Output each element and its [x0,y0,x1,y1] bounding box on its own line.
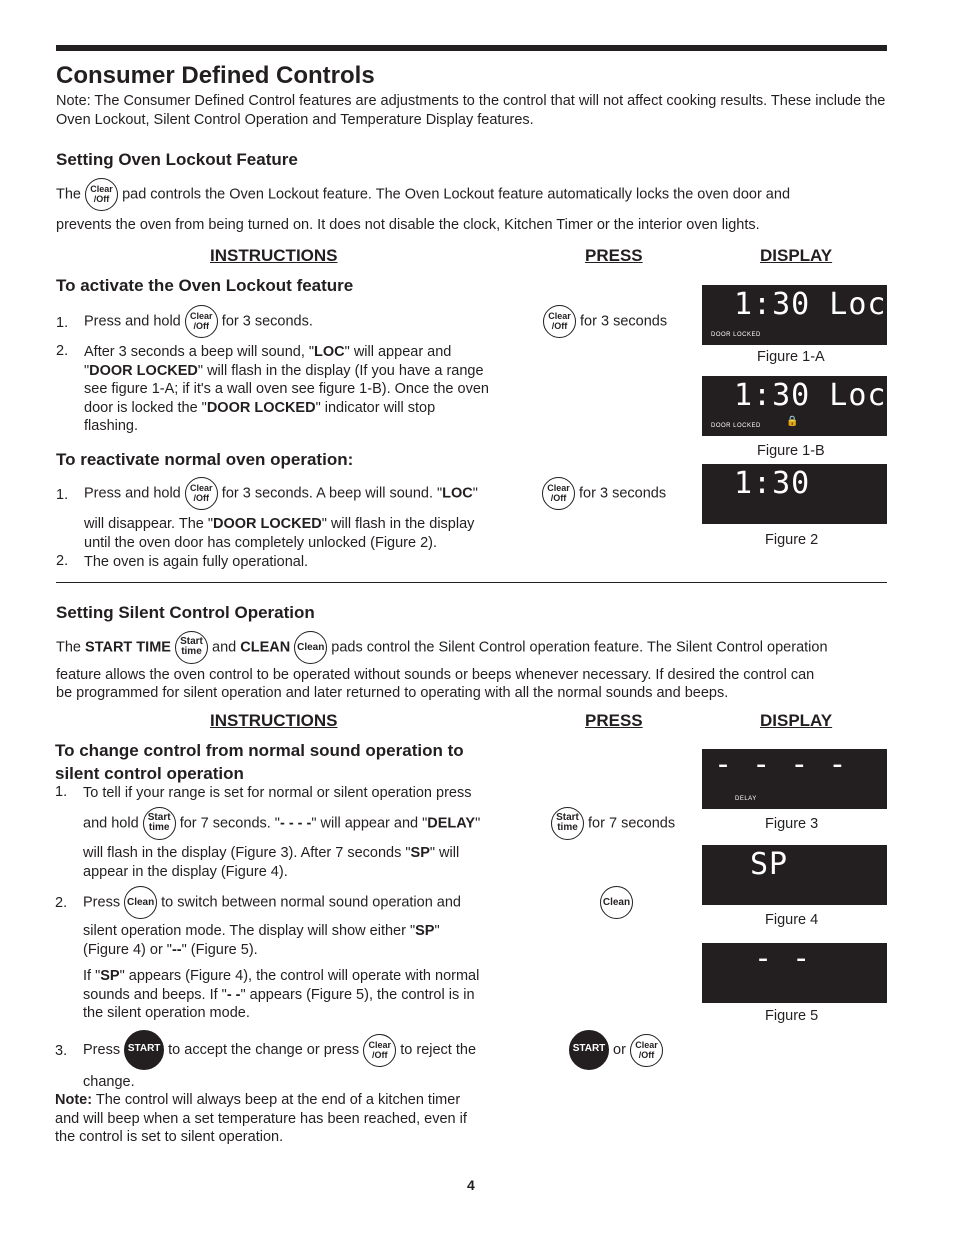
step-number: 1. [55,784,68,800]
start-time-pad-icon: Start time [143,807,176,840]
col-display: DISPLAY [760,711,833,730]
display-figure-4: SP [702,845,887,905]
step-number: 1. [56,487,69,503]
figure-2-caption: Figure 2 [765,532,819,548]
top-rule [56,45,887,51]
lockout-desc-line2: prevents the oven from being turned on. It does not disable the clock, Kitchen Timer or the interior oven lights. [56,217,760,233]
start-time-pad-icon: Start time [551,807,584,840]
step-number: 2. [55,895,68,911]
press-reactivate: Clear /Off for 3 seconds [542,477,666,510]
reactivate-step-1-rest: will disappear. The "DOOR LOCKED" will flash in the display until the oven door has completely unlocked (Figure 2). [84,516,475,551]
step-number: 3. [55,1043,68,1059]
clean-pad-icon: Clean [294,631,327,664]
press-activate: Clear /Off for 3 seconds [543,305,667,338]
silent-step-1-line1: To tell if your range is set for normal or silent operation press [83,785,472,801]
press-clean [600,886,633,919]
figure-4-caption: Figure 4 [765,912,819,928]
clear-off-pad-icon: Clear /Off [630,1034,663,1067]
reactivate-step-2: The oven is again fully operational. [84,554,309,570]
lockout-desc-line1: The Clear /Off pad controls the Oven Lockout feature. The Oven Lockout feature automatically locks the oven door and [56,178,790,211]
step-number: 2. [56,553,69,569]
step-number: 2. [56,343,69,359]
col-instructions: INSTRUCTIONS [210,246,338,265]
display-figure-5: - - [702,943,887,1003]
silent-step-3-line1: Press START to accept the change or press Clear /Off to reject the [83,1030,476,1070]
display-figure-3: - - - - DELAY [702,749,887,809]
clear-off-pad-icon: Clear /Off [363,1034,396,1067]
clean-pad-icon: Clean [124,886,157,919]
intro-note: Note: The Consumer Defined Control features are adjustments to the control that will not affect cooking results. These include the Oven Lockout, Silent Control Operation and Temperature Display features. [56,93,886,128]
clear-off-pad-icon: Clear /Off [185,477,218,510]
figure-1b-caption: Figure 1-B [757,443,825,459]
lockout-heading: Setting Oven Lockout Feature [56,150,298,169]
activate-step-2: After 3 seconds a beep will sound, "LOC" will appear and "DOOR LOCKED" will flash in the display (If you have a range see figure 1-A; if it's a wall oven see figure 1-B). Once the oven door is locked the "DOOR LOCKED" indicator will stop flashing. [84,344,489,434]
figure-5-caption: Figure 5 [765,1008,819,1024]
clear-off-pad-icon: Clear /Off [85,178,118,211]
start-time-pad-icon: Start time [175,631,208,664]
start-pad-icon: START [124,1030,164,1070]
section-divider [56,582,887,583]
clear-off-pad-icon: Clear /Off [543,305,576,338]
silent-step-3-line2: change. [83,1074,135,1090]
silent-step-1-rest: will flash in the display (Figure 3). After 7 seconds "SP" will appear in the display (Figure 4). [83,845,460,880]
silent-heading: Setting Silent Control Operation [56,603,315,622]
display-figure-1a: 1:30 Loc DOOR LOCKED [702,285,887,345]
col-display: DISPLAY [760,246,833,265]
reactivate-step-1-line1: Press and hold Clear /Off for 3 seconds. A beep will sound. "LOC" [84,477,478,510]
col-press: PRESS [585,246,643,265]
activate-heading: To activate the Oven Lockout feature [56,276,354,295]
display-figure-2: 1:30 [702,464,887,524]
silent-step-2-note: If "SP" appears (Figure 4), the control will operate with normal sounds and beeps. If "- -" appears (Figure 5), the control is in the silent operation mode. [83,968,480,1021]
silent-step-1-line2: and hold Start time for 7 seconds. "- - - -" will appear and "DELAY" [83,807,480,840]
display-figure-1b: 1:30 Loc DOOR LOCKED 🔒 [702,376,887,436]
silent-desc-line3: be programmed for silent operation and later returned to operating with all the normal sounds and beeps. [56,685,729,701]
start-pad-icon: START [569,1030,609,1070]
clean-pad-icon: Clean [600,886,633,919]
silent-desc-line2: feature allows the oven control to be operated without sounds or beeps whenever necessary. If desired the control can [56,667,815,683]
silent-desc-line1: The START TIME Start time and CLEAN Clean pads control the Silent Control operation feature. The Silent Control operation [56,631,828,664]
step-number: 1. [56,315,69,331]
press-start-or-clear: START or Clear /Off [569,1030,663,1070]
col-instructions: INSTRUCTIONS [210,711,338,730]
figure-3-caption: Figure 3 [765,816,819,832]
silent-note: Note: The control will always beep at the end of a kitchen timer and will beep when a set temperature has been reached, even if the control is set to silent operation. [55,1092,467,1145]
col-press: PRESS [585,711,643,730]
silent-step-2-rest: silent operation mode. The display will show either "SP" (Figure 4) or "--" (Figure 5). [83,923,440,958]
silent-step-2-line1: Press Clean to switch between normal sound operation and [83,886,461,919]
press-start-time: Start time for 7 seconds [551,807,675,840]
clear-off-pad-icon: Clear /Off [185,305,218,338]
clear-off-pad-icon: Clear /Off [542,477,575,510]
figure-1a-caption: Figure 1-A [757,349,825,365]
page-number: 4 [467,1177,475,1193]
page-title: Consumer Defined Controls [56,62,375,89]
activate-step-1: Press and hold Clear /Off for 3 seconds. [84,305,313,338]
reactivate-heading: To reactivate normal oven operation: [56,450,354,469]
lock-icon: 🔒 [786,416,799,427]
change-heading: To change control from normal sound operation to silent control operation [55,741,464,783]
